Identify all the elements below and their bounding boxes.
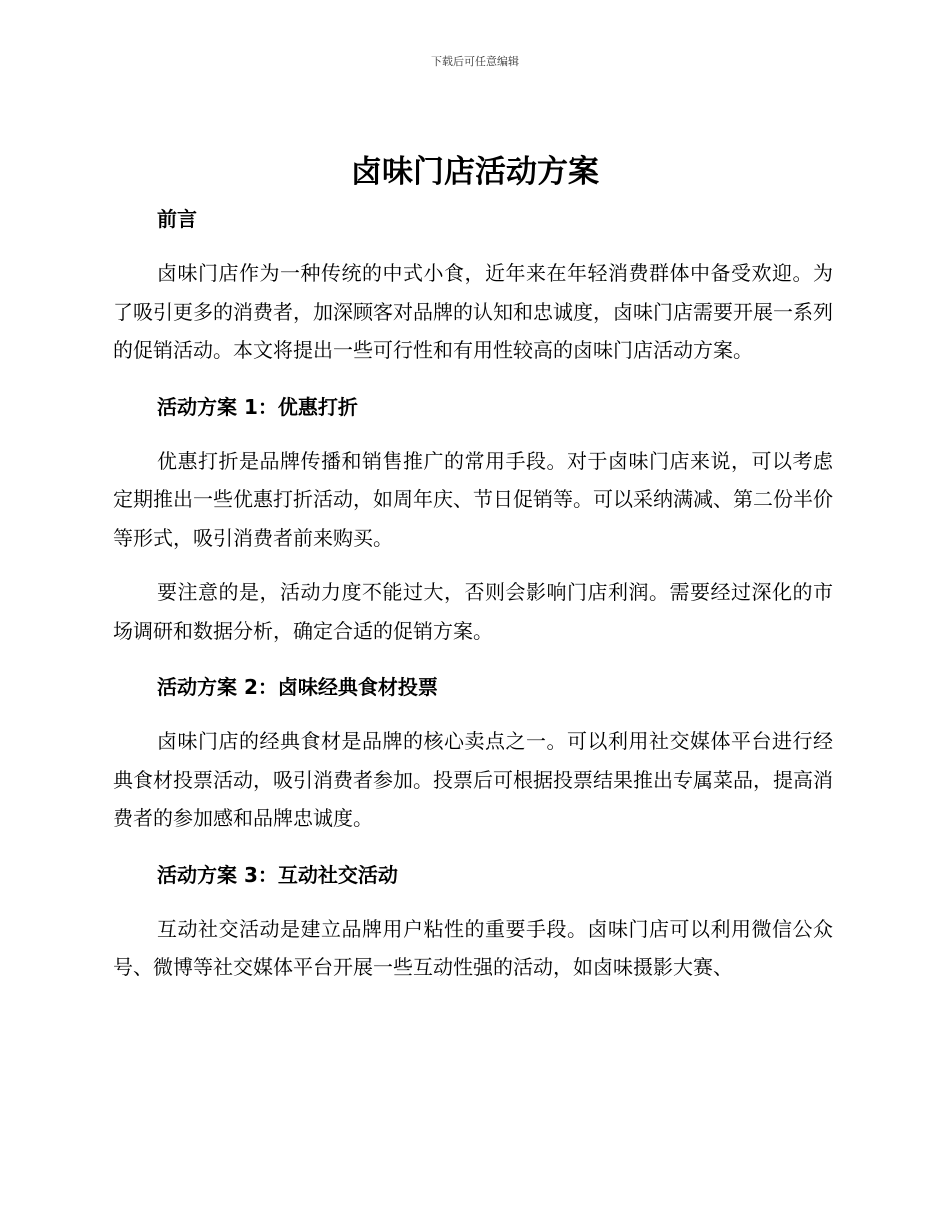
section-heading-plan-1: 活动方案 1：优惠打折 [157,394,358,419]
paragraph: 卤味门店作为一种传统的中式小食，近年来在年轻消费群体中备受欢迎。为了吸引更多的消费者，加深顾客对品牌的认知和忠诚度，卤味门店需要开展一系列的促销活动。本文将提出一些可行性和有用性较高的卤味门店活动方案。 [113,261,833,362]
paragraph: 要注意的是，活动力度不能过大，否则会影响门店利润。需要经过深化的市场调研和数据分析，确定合适的促销方案。 [113,580,833,643]
document-body [113,200,833,987]
page-header: 下载后可任意编辑 [431,55,519,68]
paragraph: 卤味门店的经典食材是品牌的核心卖点之一。可以利用社交媒体平台进行经典食材投票活动，吸引消费者参加。投票后可根据投票结果推出专属菜品，提高消费者的参加感和品牌忠诚度。 [113,729,833,830]
paragraph: 互动社交活动是建立品牌用户粘性的重要手段。卤味门店可以利用微信公众号、微博等社交媒体平台开展一些互动性强的活动，如卤味摄影大赛、 [113,916,833,979]
paragraph: 优惠打折是品牌传播和销售推广的常用手段。对于卤味门店来说，可以考虑定期推出一些优惠打折活动，如周年庆、节日促销等。可以采纳满减、第二份半价等形式，吸引消费者前来购买。 [113,448,833,550]
document-title: 卤味门店活动方案 [351,154,599,190]
section-heading-plan-3: 活动方案 3：互动社交活动 [157,862,398,887]
section-heading-preface: 前言 [157,207,197,231]
section-heading-plan-2: 活动方案 2：卤味经典食材投票 [157,675,438,699]
